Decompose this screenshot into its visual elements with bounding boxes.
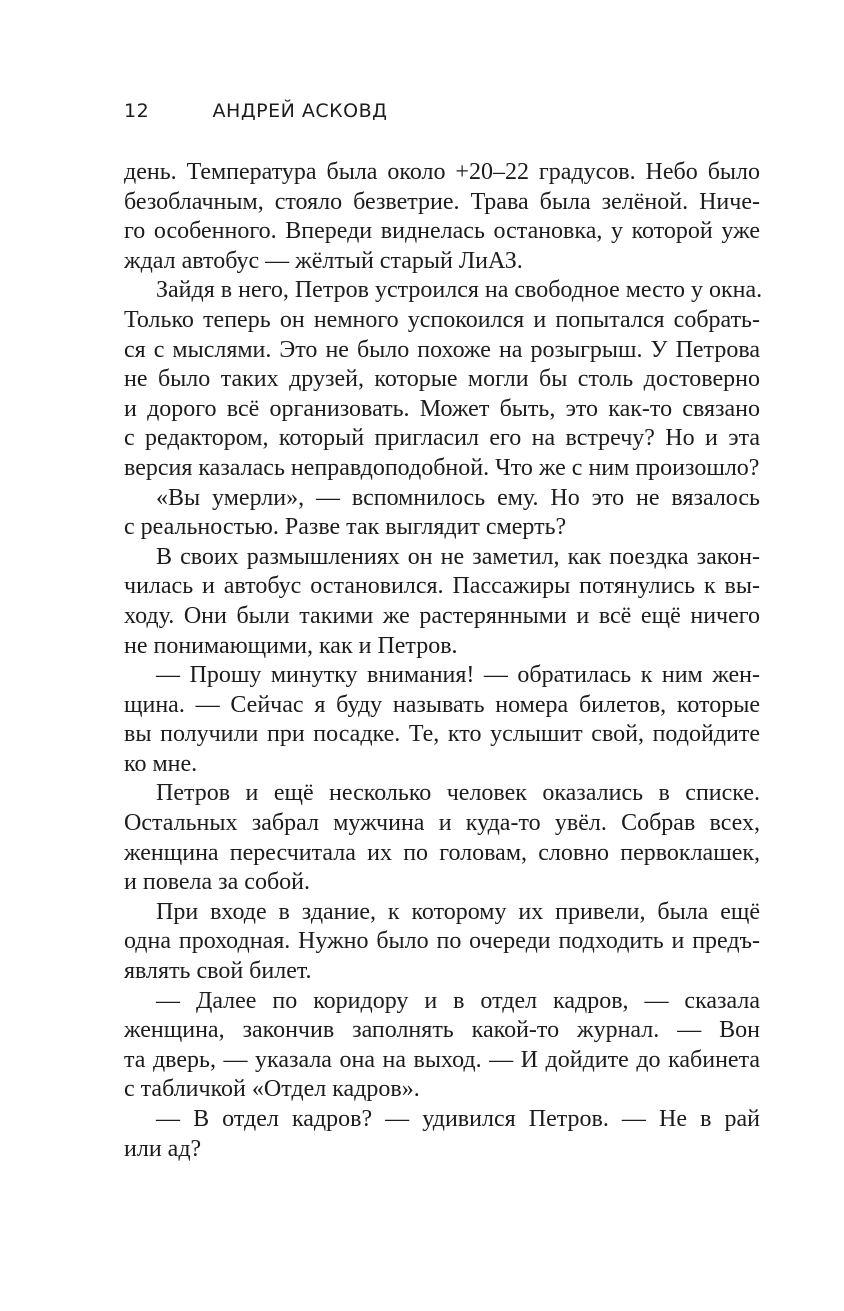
text-line: ходу. Они были такими же растерянными и всё ещё ничего xyxy=(124,602,760,629)
text-line: версия казалась неправдоподобной. Что же с ним произошло? xyxy=(124,454,760,481)
text-line: или ад? xyxy=(124,1135,202,1162)
paragraph xyxy=(124,987,760,1105)
text-line: женщина пересчитала их по головам, словно первоклашек, xyxy=(124,839,760,866)
text-line: одна проходная. Нужно было по очереди подходить и предъ- xyxy=(124,928,760,955)
text-line: ждал автобус — жёлтый старый ЛиАЗ. xyxy=(124,247,523,274)
text-line: и повела за собой. xyxy=(124,869,310,896)
paragraph xyxy=(124,158,760,276)
text-line: не понимающими, как и Петров. xyxy=(124,632,458,659)
text-line: с табличкой «Отдел кадров». xyxy=(124,1076,420,1103)
text-line: с редактором, который пригласил его на встречу? Но и эта xyxy=(124,425,760,452)
body-text xyxy=(124,158,763,1164)
paragraph xyxy=(124,276,763,483)
text-line: и дорого всё организовать. Может быть, это как-то связано xyxy=(124,395,760,422)
text-line: го особенного. Впереди виднелась остановка, у которой уже xyxy=(124,218,760,245)
paragraph xyxy=(124,484,760,543)
text-line: щина. — Сейчас я буду называть номера билетов, которые xyxy=(124,691,760,718)
text-line: не было таких друзей, которые могли бы столь достоверно xyxy=(124,366,760,393)
text-line: день. Температура была около +20–22 градусов. Небо было xyxy=(124,159,760,185)
text-line: ко мне. xyxy=(124,750,198,777)
text-line: чилась и автобус остановился. Пассажиры потянулись к вы- xyxy=(124,573,760,600)
paragraph xyxy=(124,898,760,987)
text-line: При входе в здание, к которому их привели, была ещё xyxy=(156,898,760,925)
text-line: Остальных забрал мужчина и куда-то увёл. Собрав всех, xyxy=(124,810,760,837)
paragraph xyxy=(124,661,760,779)
text-line: та дверь, — указала она на выход. — И дойдите до кабинета xyxy=(124,1046,760,1073)
text-line: с реальностью. Разве так выглядит смерть? xyxy=(124,514,567,541)
paragraph xyxy=(124,543,760,661)
text-line: безоблачным, стояло безветрие. Трава была зелёной. Ниче- xyxy=(124,188,760,215)
text-line: В своих размышлениях он не заметил, как поездка закон- xyxy=(156,543,760,570)
page-number: 12 xyxy=(124,100,150,122)
text-line: — Прошу минутку внимания! — обратилась к ним жен- xyxy=(156,662,760,689)
text-line: ся с мыслями. Это не было похоже на розыгрыш. У Петрова xyxy=(124,336,760,363)
running-head xyxy=(124,96,387,126)
text-line: женщина, закончив заполнять какой-то журнал. — Вон xyxy=(124,1017,760,1044)
running-head-author: АНДРЕЙ АСКОВД xyxy=(212,100,388,122)
text-line: Только теперь он немного успокоился и попытался собрать- xyxy=(124,306,760,333)
text-line: «Вы умерли», — вспомнилось ему. Но это не вязалось xyxy=(156,484,760,511)
text-line: являть свой билет. xyxy=(124,958,312,985)
text-line: вы получили при посадке. Те, кто услышит свой, подойдите xyxy=(124,721,760,748)
paragraph xyxy=(124,779,760,897)
text-line: Зайдя в него, Петров устроился на свободное место у окна. xyxy=(156,277,763,304)
text-line: — В отдел кадров? — удивился Петров. — Не в рай xyxy=(156,1106,760,1132)
text-line: — Далее по коридору и в отдел кадров, — сказала xyxy=(156,987,760,1014)
paragraph xyxy=(124,1105,760,1164)
text-line: Петров и ещё несколько человек оказались в списке. xyxy=(156,780,760,807)
